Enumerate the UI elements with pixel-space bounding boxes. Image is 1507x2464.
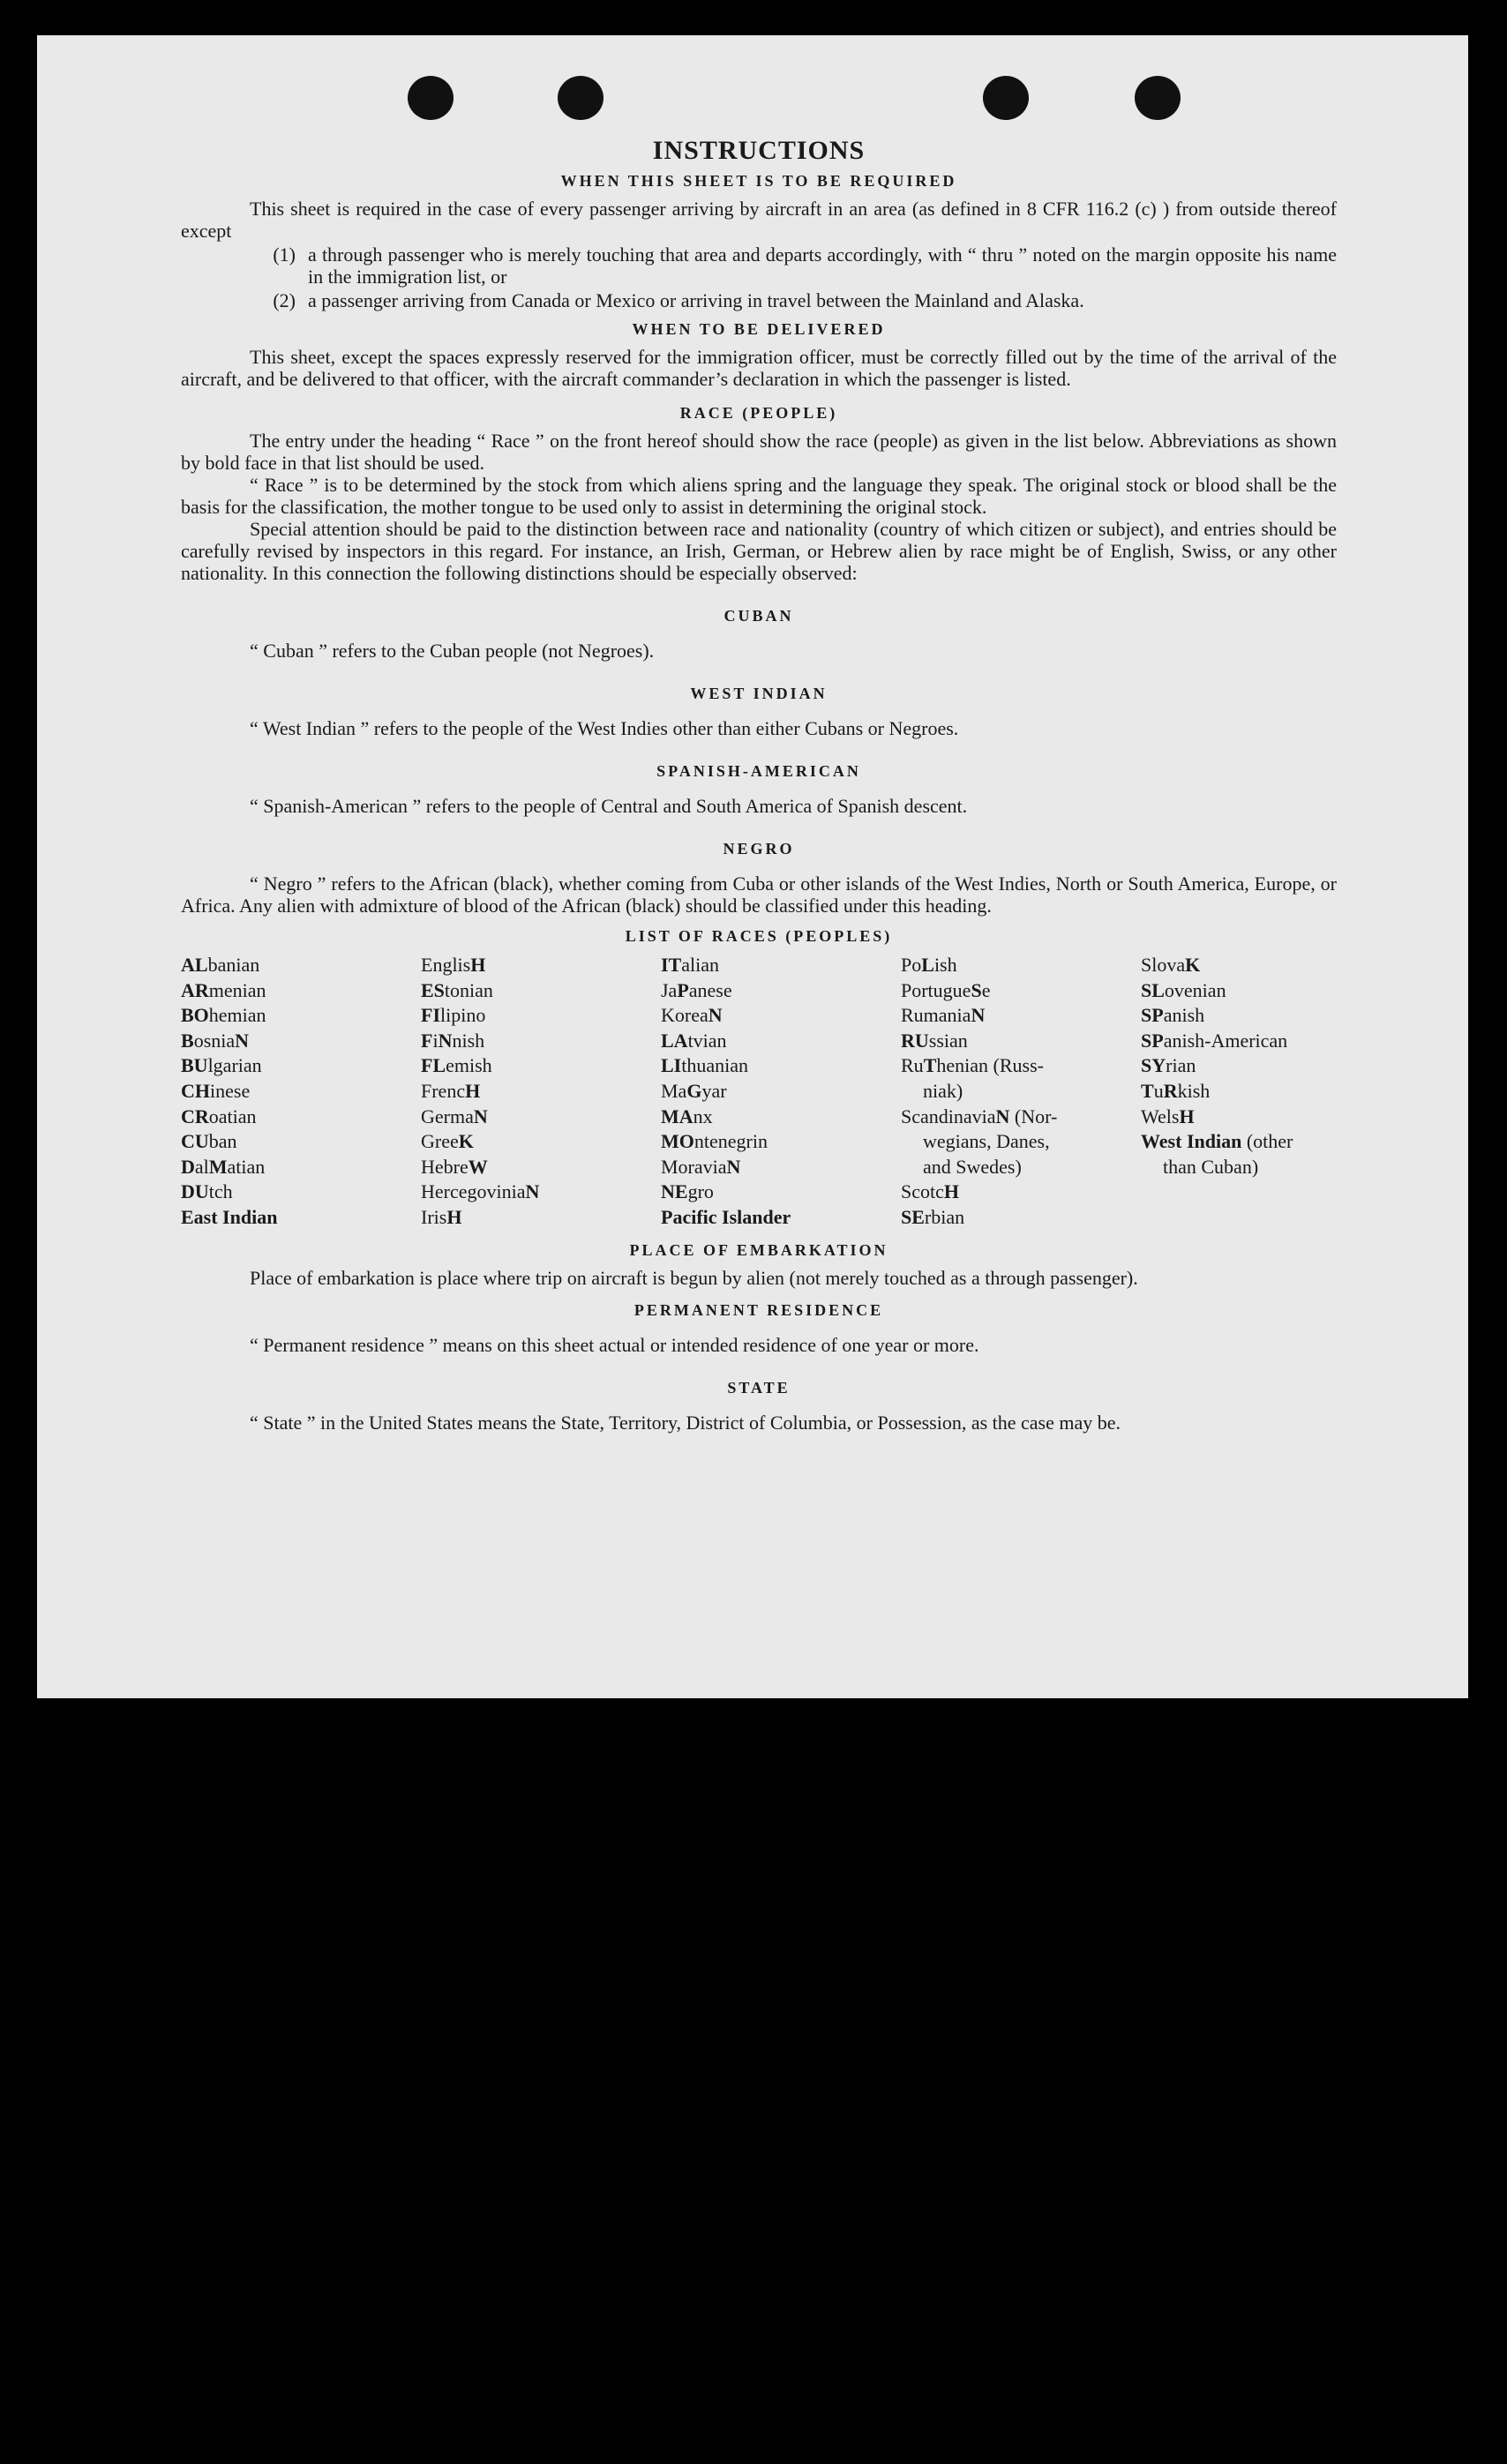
race-entry: EStonian (421, 978, 493, 1001)
race-entry: SPanish-American (1141, 1029, 1288, 1052)
heading-embarkation: PLACE OF EMBARKATION (629, 1240, 888, 1259)
punch-hole (1135, 76, 1181, 120)
race-entry: ScotcH (901, 1180, 960, 1203)
embarkation-text: Place of embarkation is place where trip on aircraft is begun by alien (not merely touched as a through passenger). (250, 1266, 1138, 1289)
race-entry: HercegoviniaN (421, 1180, 540, 1203)
race-entry: CHinese (181, 1079, 251, 1102)
document-page (37, 35, 1468, 1698)
race-entry: SPanish (1141, 1004, 1205, 1027)
heading-race: RACE (PEOPLE) (679, 404, 838, 422)
exception-item (181, 243, 1337, 288)
race-entry: PortugueSe (901, 978, 991, 1001)
race-entry: FiNnish (421, 1029, 485, 1052)
race-entry: NEgro (661, 1180, 714, 1203)
race-entry: EnglisH (421, 954, 486, 976)
race-entry: MAnx (661, 1105, 713, 1127)
race-paragraph-1: The entry under the heading “ Race ” on the front hereof should show the race (people) as given in the list below. Abbreviations as shown by bold face in that list should be used. (181, 430, 1337, 474)
item-text: a passenger arriving from Canada or Mexico or arriving in travel between the Mainland and Alaska. (308, 289, 1084, 311)
heading-residence: PERMANENT RESIDENCE (634, 1300, 884, 1319)
race-entry: IrisH (421, 1205, 462, 1228)
cuban-text: “ Cuban ” refers to the Cuban people (not Negroes). (250, 640, 655, 662)
required-intro: This sheet is required in the case of every passenger arriving by aircraft in an area (as defined in 8 CFR 116.2 (c) ) from outside thereof except (181, 198, 1337, 242)
race-entry: East Indian (181, 1205, 278, 1228)
instructions-body (181, 136, 1337, 1434)
race-entry: HebreW (421, 1155, 488, 1178)
race-entry: TuRkish (1141, 1079, 1211, 1102)
race-entry: JaPanese (661, 978, 732, 1001)
race-entry: niak) (923, 1079, 963, 1102)
race-entry: DUtch (181, 1180, 233, 1203)
race-entry: SYrian (1141, 1054, 1196, 1077)
race-entry: and Swedes) (923, 1155, 1022, 1178)
race-paragraph-3: Special attention should be paid to the distinction between race and nationality (country of which citizen or subject), and entries should be carefully revised by inspectors in this regard. For instance, an Irish, German, or Hebrew alien by race might be of English, Swiss, or any other nationality. In this connection the following distinctions should be especially observed: (181, 518, 1337, 584)
race-entry: RuThenian (Russ- (901, 1054, 1044, 1077)
punch-hole (558, 76, 604, 120)
race-entry: BOhemian (181, 1004, 266, 1027)
west-indian-text: “ West Indian ” refers to the people of the West Indies other than either Cubans or Negroes. (250, 717, 959, 739)
heading-cuban: CUBAN (724, 607, 794, 625)
race-entry: than Cuban) (1163, 1155, 1259, 1178)
races-column (181, 953, 421, 1231)
race-entry: FLemish (421, 1054, 492, 1077)
race-entry: FrencH (421, 1079, 481, 1102)
race-entry: GreeK (421, 1130, 474, 1153)
race-paragraph-2: “ Race ” is to be determined by the stock from which aliens spring and the language they speak. The original stock or blood shall be the basis for the classification, the mother tongue to be used only to assist in determining the original stock. (181, 474, 1337, 518)
item-number: (1) (273, 243, 296, 266)
race-entry: LIthuanian (661, 1054, 749, 1077)
races-column (661, 953, 901, 1231)
heading-spanish-american: SPANISH-AMERICAN (656, 762, 861, 780)
heading-west-indian: WEST INDIAN (690, 685, 828, 702)
races-column (421, 953, 661, 1231)
heading-required: WHEN THIS SHEET IS TO BE REQUIRED (560, 172, 957, 190)
race-entry: CUban (181, 1130, 237, 1153)
punch-hole (408, 76, 454, 120)
race-entry: wegians, Danes, (923, 1130, 1050, 1153)
race-entry: Pacific Islander (661, 1205, 791, 1228)
item-text: a through passenger who is merely touching that area and departs accordingly, with “ thru ” noted on the margin opposite his name in the immigration list, or (308, 243, 1337, 288)
residence-text: “ Permanent residence ” means on this sheet actual or intended residence of one year or more. (250, 1333, 979, 1356)
race-entry: ALbanian (181, 954, 260, 976)
race-entry: PoLish (901, 954, 957, 976)
race-entry: West Indian (other (1141, 1130, 1293, 1153)
race-entry: RUssian (901, 1029, 968, 1052)
heading-races-list: LIST OF RACES (PEOPLES) (625, 927, 893, 945)
race-entry: GermaN (421, 1105, 488, 1127)
races-list (181, 953, 1337, 1231)
race-entry: DalMatian (181, 1155, 266, 1178)
state-text: “ State ” in the United States means the State, Territory, District of Columbia, or Possession, as the case may be. (250, 1411, 1121, 1434)
races-column (901, 953, 1141, 1231)
race-entry: MaGyar (661, 1079, 727, 1102)
heading-negro: NEGRO (723, 840, 795, 858)
heading-delivered: WHEN TO BE DELIVERED (632, 320, 886, 338)
race-entry: BosniaN (181, 1029, 250, 1052)
race-entry: WelsH (1141, 1105, 1195, 1127)
negro-text: “ Negro ” refers to the African (black), whether coming from Cuba or other islands of the West Indies, North or South America, Europe, or Africa. Any alien with admixture of blood of the African (black) should be classified under this heading. (181, 873, 1337, 917)
race-entry: SErbian (901, 1205, 965, 1228)
race-entry: CRoatian (181, 1105, 257, 1127)
punch-hole (983, 76, 1029, 120)
race-entry: MoraviaN (661, 1155, 741, 1178)
races-column (1141, 953, 1337, 1231)
exception-item (181, 289, 1337, 311)
race-entry: KoreaN (661, 1004, 723, 1027)
item-number: (2) (273, 289, 296, 311)
race-entry: FIlipino (421, 1004, 486, 1027)
page-title: INSTRUCTIONS (652, 136, 866, 165)
race-entry: ScandinaviaN (Nor- (901, 1105, 1058, 1127)
race-entry: RumaniaN (901, 1004, 986, 1027)
heading-state: STATE (727, 1378, 791, 1397)
race-entry: BUlgarian (181, 1054, 262, 1077)
race-entry: MOntenegrin (661, 1130, 768, 1153)
race-entry: SlovaK (1141, 954, 1201, 976)
race-entry: LAtvian (661, 1029, 727, 1052)
spanish-american-text: “ Spanish-American ” refers to the people of Central and South America of Spanish descent. (250, 795, 968, 817)
race-entry: ITalian (661, 954, 720, 976)
race-entry: ARmenian (181, 978, 266, 1001)
delivered-text: This sheet, except the spaces expressly reserved for the immigration officer, must be correctly filled out by the time of the arrival of the aircraft, and be delivered to that officer, with the aircraft commander’s declaration in which the passenger is listed. (181, 346, 1337, 390)
race-entry: SLovenian (1141, 978, 1226, 1001)
